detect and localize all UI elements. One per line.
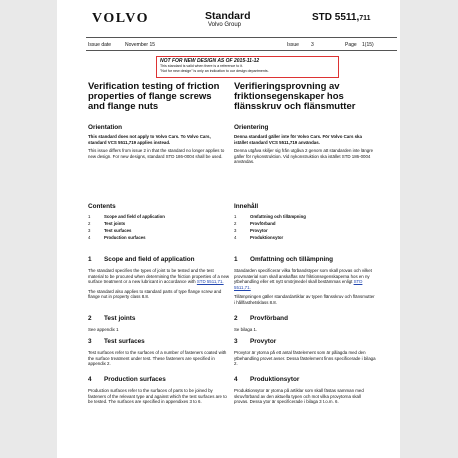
- toc-number: 4: [234, 235, 237, 240]
- std-reference-link[interactable]: STD 5511,71.: [234, 279, 363, 290]
- section-title: Provytor: [250, 338, 277, 345]
- section-number: 2: [88, 315, 92, 322]
- toc-label: Production surfaces: [104, 235, 146, 240]
- section-title: Test joints: [104, 315, 136, 322]
- notice-line-2: "Not for new design" is only an indication to our design departments.: [160, 68, 269, 73]
- contents-heading: Innehåll: [234, 203, 259, 210]
- toc-item[interactable]: [88, 221, 230, 228]
- page-label: Page: [345, 42, 357, 48]
- section-1-text: Standarden specificerar vilka förbandstyper som skall provas och vilket provmaterial som skall anskaffas när friktionsegenskaperna hos en ny ytbehandling eller ett nytt smörjmedel skall bestämmas enligt: [234, 268, 372, 284]
- toc-number: 2: [88, 221, 91, 226]
- swedish-section-2: [234, 315, 376, 333]
- orientation-heading: Orientering: [234, 124, 269, 131]
- volvo-logo: VOLVO: [92, 11, 149, 26]
- english-section-1: [88, 256, 230, 300]
- section-4-heading: [88, 376, 230, 385]
- section-number: 4: [88, 376, 92, 383]
- not-for-new-design-notice: [156, 56, 339, 78]
- page-number: 1(15): [362, 42, 374, 48]
- section-2-heading: [88, 315, 230, 324]
- swedish-section-1: [234, 256, 376, 305]
- orientation-paragraph-1: This standard does not apply to Volvo Cars. To Volvo Cars, standard VCS 5511,719 applies instead.: [88, 134, 211, 145]
- orientation-heading: Orientation: [88, 124, 123, 131]
- section-3-heading: [234, 338, 376, 347]
- english-title: Verification testing of friction properties of flange screws and flange nuts: [88, 81, 220, 112]
- section-title: Scope and field of application: [104, 256, 195, 263]
- section-1-heading: [88, 256, 230, 265]
- orientation-paragraph-2: Denna utgåva skiljer sig från utgåva 2 genom att standarden inte längre gäller för nykonstruktion. Vid nykonstruktion ska istället STD 186-0004 användas.: [234, 148, 374, 164]
- section-title: Produktionsytor: [250, 376, 300, 383]
- issue-number: 3: [311, 42, 314, 48]
- section-number: 2: [234, 315, 238, 322]
- toc-label: Test surfaces: [104, 228, 132, 233]
- english-section-4: [88, 376, 230, 405]
- toc-item[interactable]: [88, 228, 230, 235]
- section-title: Test surfaces: [104, 338, 145, 345]
- section-number: 3: [234, 338, 238, 345]
- toc-item[interactable]: [234, 228, 376, 235]
- section-1-paragraph-1: [88, 268, 230, 285]
- section-3-heading: [88, 338, 230, 347]
- toc-number: 2: [234, 221, 237, 226]
- standard-number: [312, 12, 371, 23]
- section-4-paragraph: Production surfaces refer to the surfaces of parts to be joined by fasteners of the relevant type and against which the test surfaces are to be tested. The surfaces are specified in appendixes 3 to 6.: [88, 388, 227, 404]
- section-title: Provförband: [250, 315, 288, 322]
- section-3-paragraph: Test surfaces refer to the surfaces of a number of fasteners coated with the surface treatment under test. These fasteners are specified in appendix 2.: [88, 350, 227, 366]
- section-number: 1: [88, 256, 92, 263]
- toc-label: Omfattning och tillämpning: [250, 214, 306, 219]
- toc-number: 1: [88, 214, 91, 219]
- standard-title: Standard: [205, 10, 251, 22]
- section-number: 1: [234, 256, 238, 263]
- toc-label: Produktionsytor: [250, 235, 284, 240]
- swedish-section-3: [234, 338, 376, 367]
- notice-line-1: This standard is valid when there is a reference to it.: [160, 64, 244, 68]
- toc-item[interactable]: [234, 221, 376, 228]
- section-3-paragraph: Provytor är ytorna på ett antal fästelement som är pålagda med den ytbehandling provet avser. Dessa fästelement finns specificerade i bilaga 2.: [234, 350, 376, 366]
- header-rule-bottom: [86, 50, 397, 51]
- standard-number-suffix: 711: [359, 15, 371, 22]
- toc-label: Scope and field of application: [104, 214, 165, 219]
- section-number: 3: [88, 338, 92, 345]
- swedish-title: Verifieringsprovning av friktionsegenskaper hos flänsskruv och flänsmutter: [234, 81, 356, 112]
- toc-number: 3: [88, 228, 91, 233]
- toc-item[interactable]: [234, 214, 376, 221]
- document-page: [57, 0, 400, 458]
- swedish-orientation: [234, 124, 376, 165]
- section-1-text: The standard specifies the types of joint to be tested and the test material to be procured when determining the friction properties of a new surface treatment or a new lubricant in accordance with: [88, 268, 230, 284]
- section-1-paragraph-2: The standard also applies to standard parts of type flange screw and flange nut in property class 8.8.: [88, 288, 222, 299]
- swedish-contents: [234, 203, 376, 242]
- toc-number: 4: [88, 235, 91, 240]
- section-1-paragraph-1: [234, 268, 376, 290]
- notice-title: NOT FOR NEW DESIGN AS OF 2015-11-12: [160, 58, 260, 64]
- section-1-paragraph-2: Tillämpningen gäller standardartiklar av typen flänsskruv och flänsmutter i hållfasthetsklass 8.8.: [234, 294, 375, 305]
- section-2-paragraph: See appendix 1: [88, 327, 119, 332]
- english-section-3: [88, 338, 230, 367]
- section-title: Omfattning och tillämpning: [250, 256, 334, 263]
- english-orientation: [88, 124, 230, 159]
- standard-number-main: STD 5511,: [312, 12, 360, 23]
- standard-subtitle: Volvo Group: [208, 22, 242, 28]
- swedish-column: [234, 82, 376, 112]
- section-title: Production surfaces: [104, 376, 166, 383]
- issue-date-label: Issue date: [88, 42, 112, 48]
- toc-item[interactable]: [88, 214, 230, 221]
- section-1-heading: [234, 256, 376, 265]
- toc-label: Test joints: [104, 221, 126, 226]
- header-rule-top: [86, 37, 397, 38]
- orientation-paragraph-2: This issue differs from issue 2 in that the standard no longer applies to new design. For new designs, standard STD 186-0004 shall be used.: [88, 148, 225, 159]
- swedish-section-4: [234, 376, 376, 405]
- section-2-paragraph: Se bilaga 1.: [234, 327, 258, 332]
- english-section-2: [88, 315, 230, 333]
- section-4-heading: [234, 376, 376, 385]
- section-number: 4: [234, 376, 238, 383]
- toc-item[interactable]: [234, 235, 376, 242]
- contents-heading: Contents: [88, 203, 116, 210]
- std-reference-link[interactable]: STD 5511,71.: [196, 279, 224, 284]
- toc-label: Provförband: [250, 221, 276, 226]
- issue-date: November 15: [125, 42, 156, 48]
- toc-label: Provytor: [250, 228, 268, 233]
- section-2-heading: [234, 315, 376, 324]
- toc-number: 3: [234, 228, 237, 233]
- english-column: [88, 82, 230, 112]
- section-4-paragraph: Produktionsytor är ytorna på artiklar som skall fästas samman med skruvförband av den aktuella typen och mot vilka provytorna skall provas. Dessa ytor är specificerade i bilaga 3 t.o.m. 6.: [234, 388, 364, 404]
- toc-number: 1: [234, 214, 237, 219]
- orientation-paragraph-1: Denna standard gäller inte för Volvo Cars. För Volvo Cars ska istället standard VCS 5511,719 användas.: [234, 134, 362, 145]
- toc-item[interactable]: [88, 235, 230, 242]
- english-contents: [88, 203, 230, 242]
- issue-label: Issue: [287, 42, 299, 48]
